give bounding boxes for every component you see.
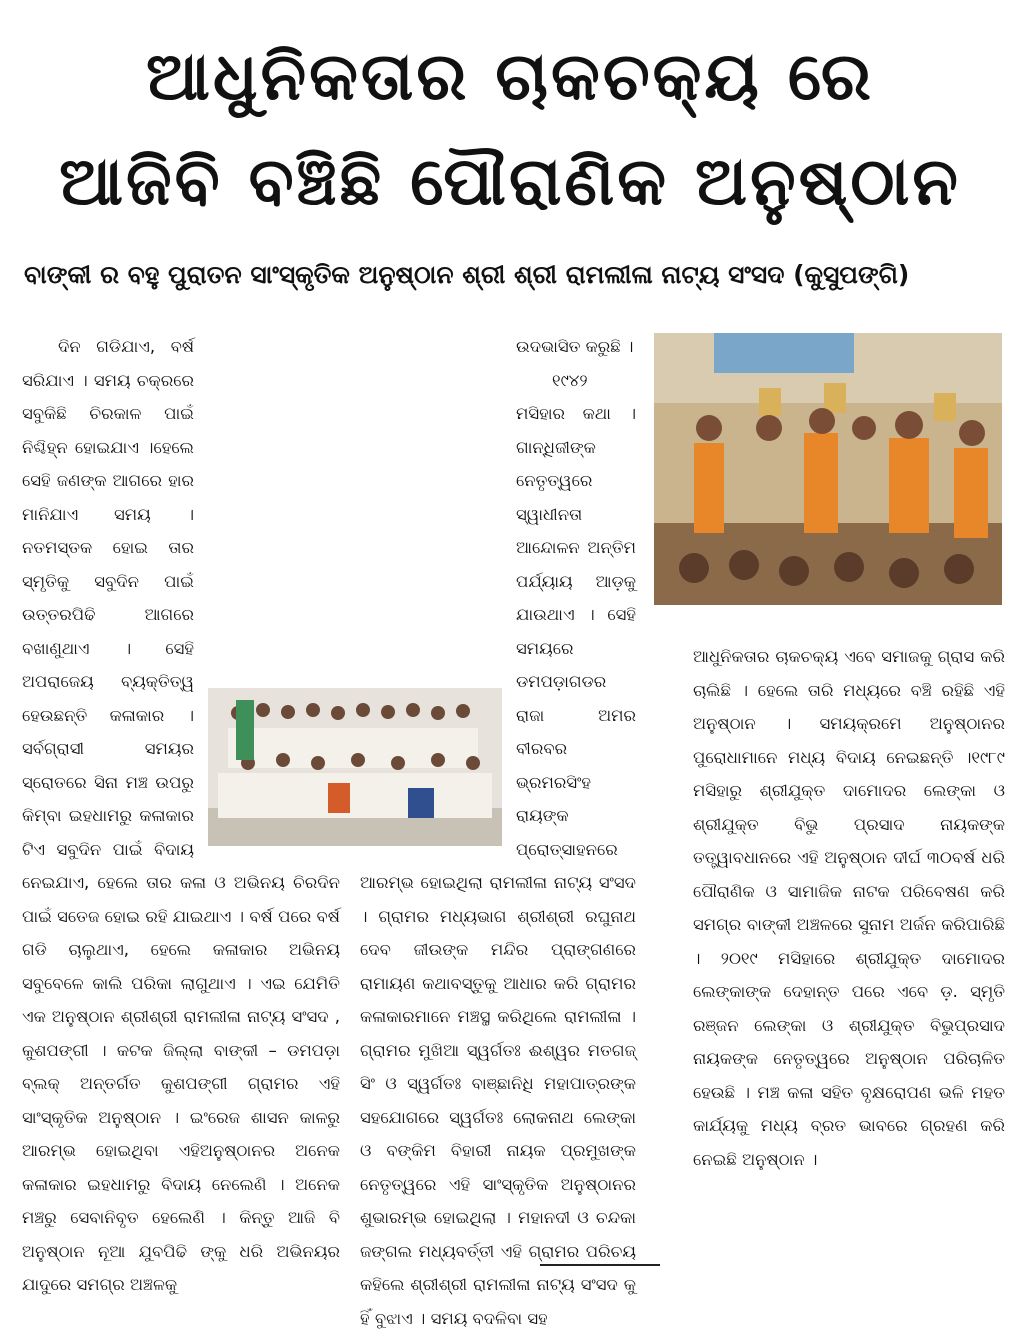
- headline-line-1: ଆଧୁନିକତାର ଚାକଚକ୍ୟ ରେ: [10, 32, 1010, 122]
- group-members-photo: [208, 688, 502, 846]
- column-1-text: ଦିନ ଗଡିଯାଏ, ବର୍ଷ ସରିଯାଏ । ସମୟ ଚକ୍ରରେ ସବୁକିଛି ଚିରକାଳ ପାଇଁ ନିଶ୍ଚିହ୍ନ ହୋଇଯାଏ ।ହେଲେ ସେହି ଜଣଙ୍କ ଆଗରେ ହାର ମାନିଯାଏ ସମୟ ।ନତମସ୍ତକ ହୋଇ ତାର ସ୍ମୃତିକୁ ସବୁଦିନ ପାଇଁ ଉତ୍ତରପିଢି ଆଗରେ ବଖାଣୁଥାଏ । ସେହି ଅପରାଜେୟ ବ୍ୟକ୍ତିତ୍ୱ ହେଉଛନ୍ତି କଳାକାର । ସର୍ବଗ୍ରାସୀ ସମୟର ସ୍ରୋତରେ ସିନା ମଞ୍ଚ ଉପରୁ କିମ୍ବା ଇହଧାମରୁ କଳାକାର ଟିଏ ସବୁଦିନ ପାଇଁ ବିଦାୟ ନେଇଯାଏ, ହେଲେ ତାର କଳା ଓ ଅଭିନୟ ଚିରଦିନ ପାଇଁ ସତେଜ ହୋଇ ରହି ଯାଇଥାଏ । ବର୍ଷ ପରେ ବର୍ଷ ଗଡି ଚାଲୁଥାଏ, ହେଲେ କଳାକାର ଅଭିନୟ ସବୁବେଳେ କାଲି ପରିକା ଲାଗୁଥାଏ । ଏଇ ଯେମିତି ଏକ ଅନୁଷ୍ଠାନ ଶ୍ରୀଶ୍ରୀ ରାମଲୀଳା ନାଟ୍ୟ ସଂସଦ , କୁଶପଙ୍ଗୀ । କଟକ ଜିଲ୍ଲା ବାଙ୍କୀ – ଡମପଡ଼ା ବ୍ଲକ୍ ଅନ୍ତର୍ଗତ କୁଶପଙ୍ଗୀ ଗ୍ରାମର ଏହି ସାଂସ୍କୃତିକ ଅନୁଷ୍ଠାନ । ଇଂରେଜ ଶାସନ କାଳରୁ ଆରମ୍ଭ ହୋଇଥିବା ଏହିଅନୁଷ୍ଠାନର ଅନେକ କଳାକାର ଇହଧାମରୁ ବିଦାୟ ନେଲେଣି । ଅନେକ ମଞ୍ଚରୁ ସେବାନିବୃତ ହେଲେଣି । କିନ୍ତୁ ଆଜି ବି ଅନୁଷ୍ଠାନ ନୂଆ ଯୁବପିଢି ଙ୍କୁ ଧରି ଅଭିନୟର ଯାଦୁରେ ସମଗ୍ର ଅଞ୍ଚଳକୁ: [22, 330, 340, 1302]
- column-3-text: ଆଧୁନିକତାର ଚାକଚକ୍ୟ ଏବେ ସମାଜକୁ ଗ୍ରାସ କରି ଚାଲିଛି । ହେଲେ ତାରି ମଧ୍ୟରେ ବଞ୍ଚି ରହିଛି ଏହି ଅନୁଷ୍ଠାନ । ସମୟକ୍ରମେ ଅନୁଷ୍ଠାନର ପୁରୋଧାମାନେ ମଧ୍ୟ ବିଦାୟ ନେଇଛନ୍ତି ।୧୯୮୯ ମସିହାରୁ ଶ୍ରୀଯୁକ୍ତ ଦାମୋଦର ଲେଙ୍କା ଓ ଶ୍ରୀଯୁକ୍ତ ବିଭୁ ପ୍ରସାଦ ନାୟକଙ୍କ ତତ୍ତ୍ୱାବଧାନରେ ଏହି ଅନୁଷ୍ଠାନ ଦୀର୍ଘ ୩୦ବର୍ଷ ଧରି ପୌରାଣିକ ଓ ସାମାଜିକ ନାଟକ ପରିବେଷଣ କରି ସମଗ୍ର ବାଙ୍କୀ ଅଞ୍ଚଳରେ ସୁନାମ ଅର୍ଜନ କରିପାରିଛି । ୨୦୧୯ ମସିହାରେ ଶ୍ରୀଯୁକ୍ତ ଦାମୋଦର ଲେଙ୍କାଙ୍କ ଦେହାନ୍ତ ପରେ ଏବେ ଡ଼. ସ୍ମୃତି ରଞ୍ଜନ ଲେଙ୍କା ଓ ଶ୍ରୀଯୁକ୍ତ ବିଭୁପ୍ରସାଦ ନାୟକଙ୍କ ନେତୃତ୍ୱରେ ଅନୁଷ୍ଠାନ ପରିଚାଳିତ ହେଉଛି । ମଞ୍ଚ କଳା ସହିତ ବୃକ୍ଷରୋପଣ ଭଳି ମହତ କାର୍ଯ୍ୟକୁ ମଧ୍ୟ ବ୍ରତ ଭାବରେ ଗ୍ରହଣ କରି ନେଇଛି ଅନୁଷ୍ଠାନ ।: [693, 640, 1005, 1176]
- previous-article-strip: [0, 0, 1021, 14]
- subheadline: ବାଙ୍କୀ ର ବହୁ ପୁରାତନ ସାଂସ୍କୃତିକ ଅନୁଷ୍ଠାନ ଶ୍ରୀ ଶ୍ରୀ ରାମଲୀଳା ନାଟ୍ୟ ସଂସଦ (କୁସୁପଙ୍ଗି): [24, 254, 1004, 296]
- page-divider: [540, 1264, 660, 1282]
- article-column-3: [693, 640, 1005, 1176]
- stage-performance-photo: [654, 333, 1002, 605]
- column-2-intro: ଉଦଭାସିତ କରୁଛି ।: [360, 330, 636, 364]
- headline-line-2: ଆଜିବି ବଞ୍ଚିଛି ପୌରାଣିକ ଅନୁଷ୍ଠାନ: [10, 132, 1010, 232]
- column-2-text: ୧୯୪୨ ମସିହାର କଥା । ଗାନ୍ଧିଜୀଙ୍କ ନେତୃତ୍ୱରେ ସ୍ୱାଧୀନତା ଆନ୍ଦୋଳନ ଅନ୍ତିମ ପର୍ଯ୍ୟାୟ ଆଡ଼କୁ ଯାଉଥାଏ । ସେହି ସମୟରେ ଡମପଡ଼ାଗଡର ରାଜା ଅମର ବୀରବର ଭ୍ରମରସିଂହ ରାୟଙ୍କ ପ୍ରୋତ୍ସାହନରେ ଆରମ୍ଭ ହୋଇଥିଲା ରାମଲୀଳା ନାଟ୍ୟ ସଂସଦ । ଗ୍ରାମର ମଧ୍ୟଭାଗ ଶ୍ରୀଶ୍ରୀ ରଘୁନାଥ ଦେବ ଜୀଉଙ୍କ ମନ୍ଦିର ପ୍ରାଙ୍ଗଣରେ ରାମାୟଣ କଥାବସ୍ତୁକୁ ଆଧାର କରି ଗ୍ରାମର କଳାକାରମାନେ ମଞ୍ଚସ୍ଥ କରିଥିଲେ ରାମଲୀଳା । ଗ୍ରାମର ମୁଖିଆ ସ୍ୱର୍ଗତଃ ଈଶ୍ୱର ମତଗଜ୍ ସିଂ ଓ ସ୍ୱର୍ଗତଃ ବାଞ୍ଛାନିଧି ମହାପାତ୍ରଙ୍କ ସହଯୋଗରେ ସ୍ୱର୍ଗତଃ ଲୋକନାଥ ଲେଙ୍କା ଓ ବଙ୍କିମ ବିହାରୀ ନାୟକ ପ୍ରମୁଖଙ୍କ ନେତୃତ୍ୱରେ ଏହି ସାଂସ୍କୃତିକ ଅନୁଷ୍ଠାନର ଶୁଭାରମ୍ଭ ହୋଇଥିଲା । ମହାନଦୀ ଓ ଚନ୍ଦକା ଜଙ୍ଗଲ ମଧ୍ୟବର୍ତ୍ତୀ ଏହି ଗ୍ରାମର ପରିଚୟ କହିଲେ ଶ୍ରୀଶ୍ରୀ ରାମଲୀଳା ନାଟ୍ୟ ସଂସଦ କୁ ହିଁ ବୁଝାଏ । ସମୟ ବଦଳିବା ସହ: [360, 364, 636, 1335]
